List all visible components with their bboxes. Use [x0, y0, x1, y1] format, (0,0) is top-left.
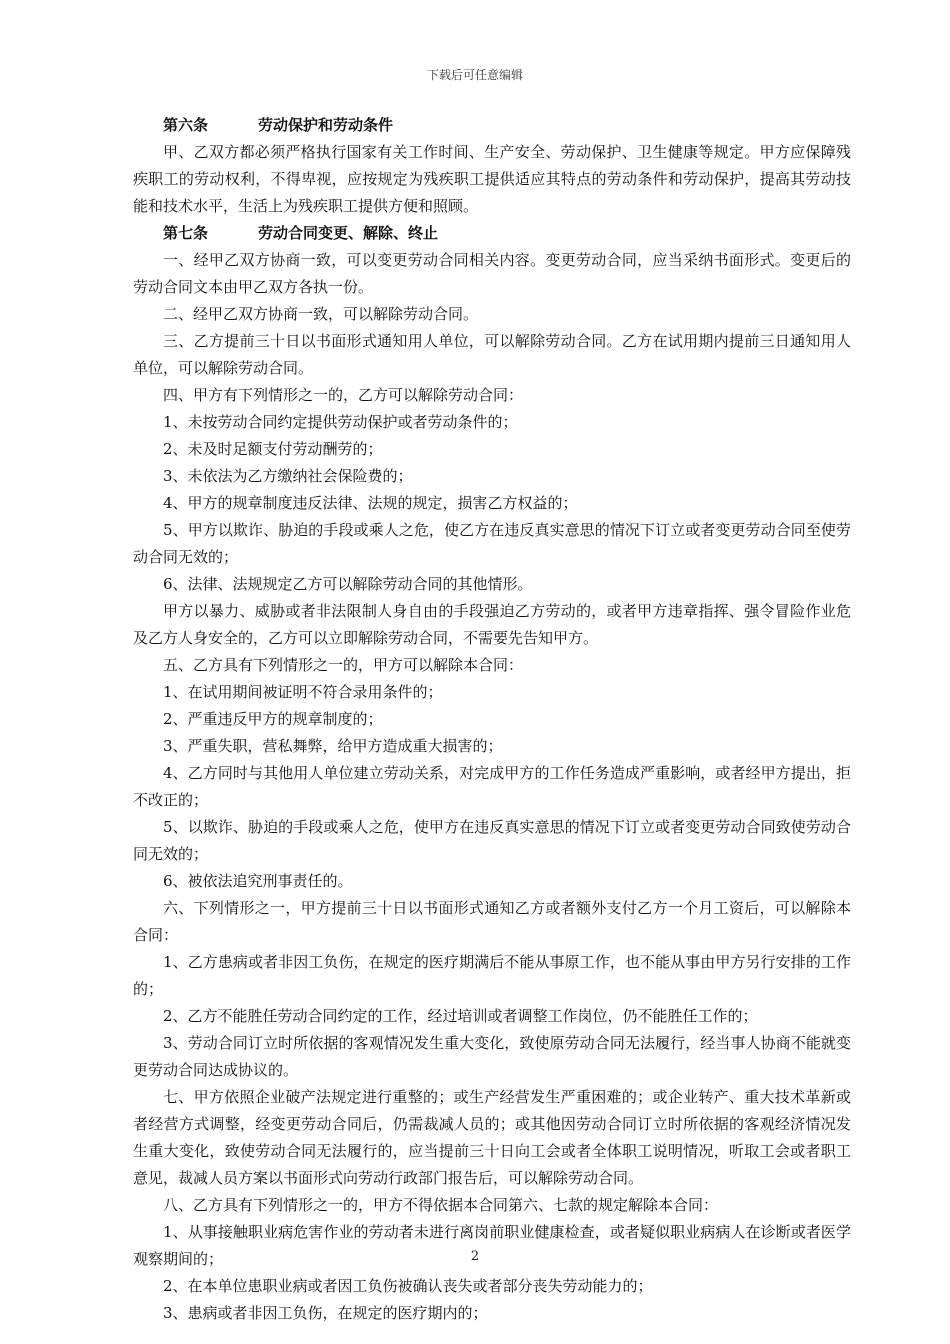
paragraph: 6、被依法追究刑事责任的。	[163, 872, 353, 890]
paragraph: 5、甲方以欺诈、胁迫的手段或乘人之危，使乙方在违反真实意思的情况下订立或者变更劳动合同至使劳动合同无效的；	[133, 521, 851, 566]
paragraph: 2、严重违反甲方的规章制度的；	[163, 710, 383, 728]
page-number: 2	[470, 1249, 480, 1264]
article-7-title: 劳动合同变更、解除、终止	[258, 224, 439, 242]
paragraph: 2、未及时足额支付劳动酬劳的；	[163, 440, 383, 458]
document-body	[133, 112, 851, 1327]
paragraph: 6、法律、法规规定乙方可以解除劳动合同的其他情形。	[163, 575, 533, 593]
article-7-heading	[133, 220, 851, 247]
paragraph: 1、从事接触职业病危害作业的劳动者未进行离岗前职业健康检查，或者疑似职业病病人在诊断或者医学观察期间的；	[133, 1223, 851, 1268]
paragraph: 2、乙方不能胜任劳动合同约定的工作，经过培训或者调整工作岗位，仍不能胜任工作的；	[163, 1007, 758, 1025]
paragraph: 1、乙方患病或者非因工负伤，在规定的医疗期满后不能从事原工作，也不能从事由甲方另行安排的工作的；	[133, 953, 851, 998]
paragraph: 3、严重失职，营私舞弊，给甲方造成重大损害的；	[163, 737, 503, 755]
paragraph: 二、经甲乙双方协商一致，可以解除劳动合同。	[163, 305, 479, 323]
paragraph: 甲方以暴力、威胁或者非法限制人身自由的手段强迫乙方劳动的，或者甲方违章指挥、强令冒险作业危及乙方人身安全的，乙方可以立即解除劳动合同，不需要先告知甲方。	[133, 602, 851, 647]
article-7-number: 第七条	[163, 224, 209, 242]
paragraph: 1、未按劳动合同约定提供劳动保护或者劳动条件的；	[163, 413, 518, 431]
article-6-body	[133, 139, 851, 220]
paragraph: 三、乙方提前三十日以书面形式通知用人单位，可以解除劳动合同。乙方在试用期内提前三日通知用人单位，可以解除劳动合同。	[133, 332, 851, 377]
paragraph: 一、经甲乙双方协商一致，可以变更劳动合同相关内容。变更劳动合同，应当采纳书面形式。变更后的劳动合同文本由甲乙双方各执一份。	[133, 251, 851, 296]
paragraph: 4、甲方的规章制度违反法律、法规的规定，损害乙方权益的；	[163, 494, 578, 512]
paragraph: 七、甲方依照企业破产法规定进行重整的；或生产经营发生严重困难的；或企业转产、重大技术革新或者经营方式调整，经变更劳动合同后，仍需裁减人员的；或其他因劳动合同订立时所依据的客观经济情况发生重大变化，致使劳动合同无法履行的，应当提前三十日向工会或者全体职工说明情况，听取工会或者职工意见，裁减人员方案以书面形式向劳动行政部门报告后，可以解除劳动合同。	[133, 1088, 851, 1187]
paragraph: 3、劳动合同订立时所依据的客观情况发生重大变化，致使原劳动合同无法履行，经当事人协商不能就变更劳动合同达成协议的。	[133, 1034, 851, 1079]
article-6-title: 劳动保护和劳动条件	[258, 116, 394, 134]
paragraph: 1、在试用期间被证明不符合录用条件的；	[163, 683, 443, 701]
paragraph: 四、甲方有下列情形之一的，乙方可以解除劳动合同：	[163, 386, 524, 404]
paragraph: 3、未依法为乙方缴纳社会保险费的；	[163, 467, 413, 485]
paragraph: 2、在本单位患职业病或者因工负伤被确认丧失或者部分丧失劳动能力的；	[163, 1277, 653, 1295]
article-7-body	[133, 247, 851, 1327]
paragraph: 八、乙方具有下列情形之一的，甲方不得依据本合同第六、七款的规定解除本合同：	[163, 1196, 719, 1214]
paragraph: 六、下列情形之一，甲方提前三十日以书面形式通知乙方或者额外支付乙方一个月工资后，可以解除本合同：	[133, 899, 851, 944]
paragraph: 五、乙方具有下列情形之一的，甲方可以解除本合同：	[163, 656, 524, 674]
paragraph: 5、以欺诈、胁迫的手段或乘人之危，使甲方在违反真实意思的情况下订立或者变更劳动合同致使劳动合同无效的；	[133, 818, 851, 863]
article-6-heading	[133, 112, 851, 139]
article-6-number: 第六条	[163, 116, 209, 134]
page-header: 下载后可任意编辑	[426, 68, 523, 82]
paragraph: 3、患病或者非因工负伤，在规定的医疗期内的；	[163, 1304, 488, 1322]
paragraph: 4、乙方同时与其他用人单位建立劳动关系，对完成甲方的工作任务造成严重影响，或者经甲方提出，拒不改正的；	[133, 764, 851, 809]
paragraph: 甲、乙双方都必须严格执行国家有关工作时间、生产安全、劳动保护、卫生健康等规定。甲方应保障残疾职工的劳动权利，不得卑视，应按规定为残疾职工提供适应其特点的劳动条件和劳动保护，提高其劳动技能和技术水平，生活上为残疾职工提供方便和照顾。	[133, 143, 851, 215]
